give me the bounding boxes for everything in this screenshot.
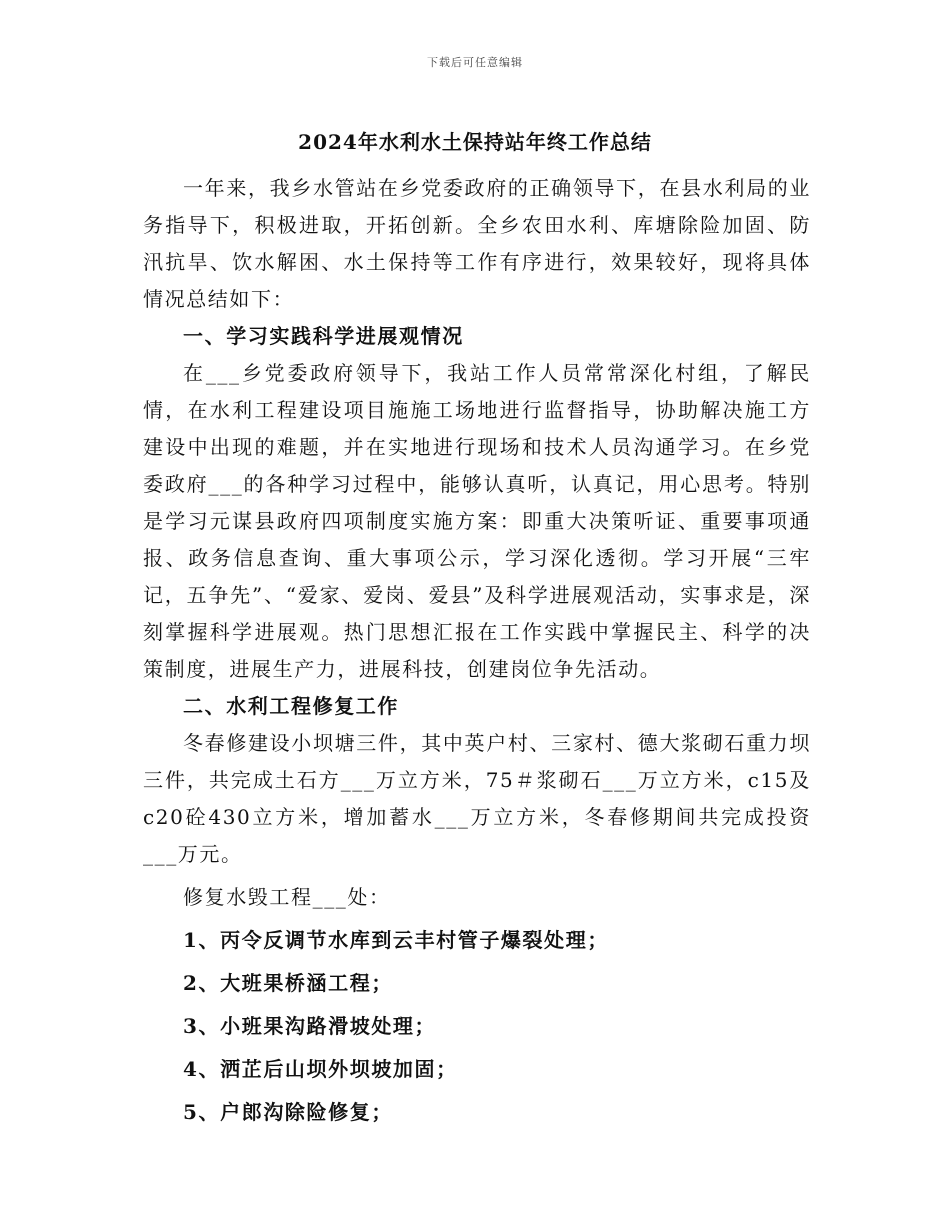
section-1-heading: 一、学习实践科学进展观情况 xyxy=(183,324,464,348)
document-body xyxy=(143,170,811,1131)
repair-list-item: 2、大班果桥涵工程； xyxy=(183,971,393,995)
page-header-note: 下载后可任意编辑 xyxy=(427,56,523,69)
repair-intro: 修复水毁工程___处： xyxy=(183,885,391,909)
section-1-paragraph: 在___乡党委政府领导下，我站工作人员常常深化村组，了解民情，在水利工程建设项目施施工场地进行监督指导，协助解决施工方建设中出现的难题，并在实地进行现场和技术人员沟通学习。在乡党委政府___的各种学习过程中，能够认真听，认真记，用心思考。特别是学习元谋县政府四项制度实施方案：即重大决策听证、重要事项通报、政务信息查询、重大事项公示，学习深化透彻。学习开展“三牢记，五争先”、“爱家、爱岗、爱县”及科学进展观活动，实事求是，深刻掌握科学进展观。热门思想汇报在工作实践中掌握民主、科学的决策制度，进展生产力，进展科技，创建岗位争先活动。 xyxy=(143,361,811,681)
intro-paragraph: 一年来，我乡水管站在乡党委政府的正确领导下，在县水利局的业务指导下，积极进取，开拓创新。全乡农田水利、库塘除险加固、防汛抗旱、饮水解困、水土保持等工作有序进行，效果较好，现将具体情况总结如下： xyxy=(143,176,811,311)
section-2-paragraph: 冬春修建设小坝塘三件，其中英户村、三家村、德大浆砌石重力坝三件，共完成土石方___万立方米，75＃浆砌石___万立方米，c15及c20砼430立方米，增加蓄水___万立方米，冬春修期间共完成投资___万元。 xyxy=(143,731,811,866)
repair-list-item: 5、户郎沟除险修复； xyxy=(183,1100,393,1124)
repair-list-item: 4、洒芷后山坝外坝坡加固； xyxy=(183,1057,458,1081)
section-2-heading: 二、水利工程修复工作 xyxy=(183,694,399,718)
repair-list-item: 3、小班果沟路滑坡处理； xyxy=(183,1014,437,1038)
document-title: 2024年水利水土保持站年终工作总结 xyxy=(298,130,652,154)
repair-list-item: 1、丙令反调节水库到云丰村管子爆裂处理； xyxy=(183,928,609,952)
